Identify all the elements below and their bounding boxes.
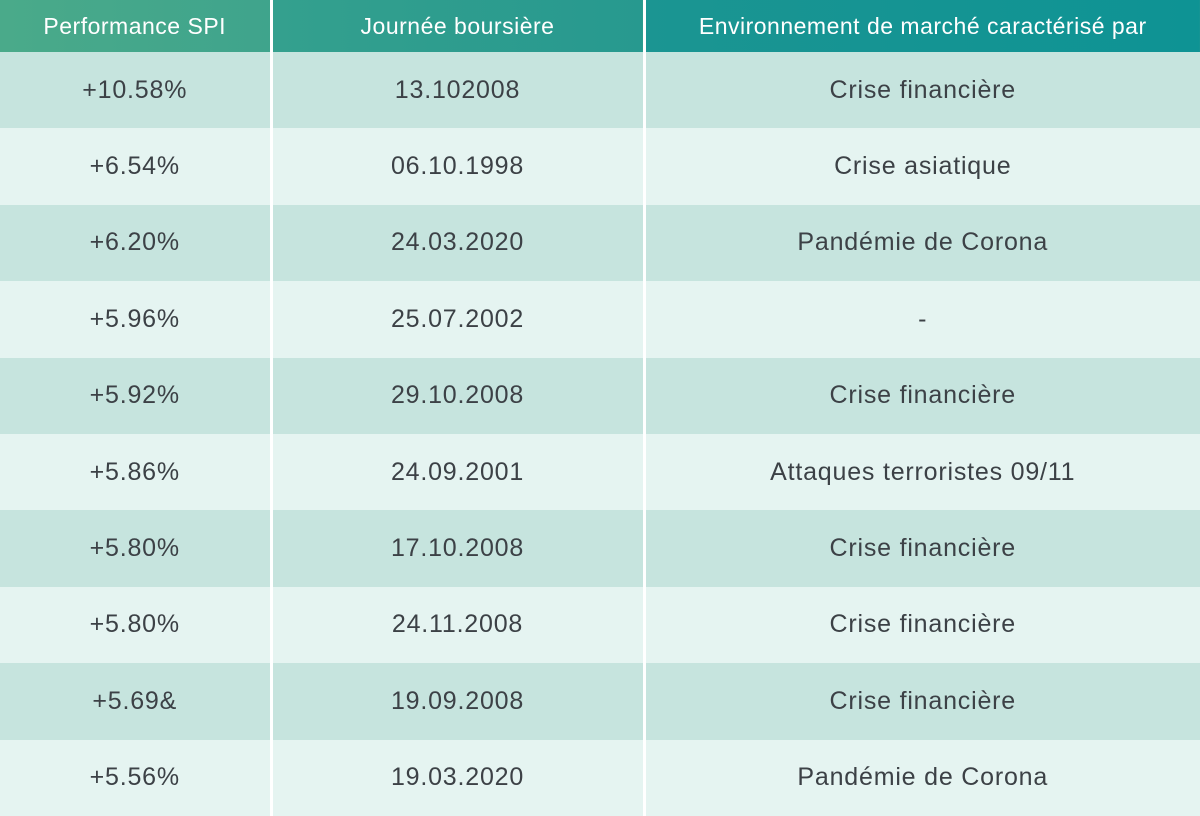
table-row <box>0 205 1200 281</box>
cell-environment: Crise asiatique <box>644 128 1200 204</box>
header-performance-spi: Performance SPI <box>0 0 271 52</box>
table-row <box>0 587 1200 663</box>
cell-environment: Pandémie de Corona <box>644 740 1200 816</box>
table-row <box>0 663 1200 739</box>
cell-date: 24.09.2001 <box>271 434 644 510</box>
cell-environment: Pandémie de Corona <box>644 205 1200 281</box>
cell-date: 19.09.2008 <box>271 663 644 739</box>
header-row <box>0 0 1200 52</box>
cell-environment: Crise financière <box>644 663 1200 739</box>
table-header <box>0 0 1200 52</box>
table-row <box>0 128 1200 204</box>
cell-performance: +5.96% <box>0 281 271 357</box>
cell-performance: +5.69& <box>0 663 271 739</box>
cell-performance: +6.20% <box>0 205 271 281</box>
header-journee-boursiere: Journée boursière <box>271 0 644 52</box>
table-row <box>0 510 1200 586</box>
cell-date: 24.03.2020 <box>271 205 644 281</box>
table-body <box>0 52 1200 816</box>
cell-environment: Crise financière <box>644 510 1200 586</box>
cell-performance: +10.58% <box>0 52 271 128</box>
cell-performance: +6.54% <box>0 128 271 204</box>
cell-environment: Crise financière <box>644 587 1200 663</box>
cell-date: 06.10.1998 <box>271 128 644 204</box>
cell-date: 29.10.2008 <box>271 358 644 434</box>
table-row <box>0 52 1200 128</box>
cell-environment: Crise financière <box>644 358 1200 434</box>
table-row <box>0 358 1200 434</box>
cell-performance: +5.80% <box>0 587 271 663</box>
table-row <box>0 434 1200 510</box>
table-row <box>0 281 1200 357</box>
cell-performance: +5.56% <box>0 740 271 816</box>
table-row <box>0 740 1200 816</box>
header-environnement-marche: Environnement de marché caractérisé par <box>644 0 1200 52</box>
cell-performance: +5.86% <box>0 434 271 510</box>
cell-performance: +5.80% <box>0 510 271 586</box>
cell-environment: Crise financière <box>644 52 1200 128</box>
cell-date: 17.10.2008 <box>271 510 644 586</box>
cell-date: 25.07.2002 <box>271 281 644 357</box>
cell-date: 19.03.2020 <box>271 740 644 816</box>
cell-environment: - <box>644 281 1200 357</box>
cell-environment: Attaques terroristes 09/11 <box>644 434 1200 510</box>
cell-date: 24.11.2008 <box>271 587 644 663</box>
cell-date: 13.102008 <box>271 52 644 128</box>
cell-performance: +5.92% <box>0 358 271 434</box>
